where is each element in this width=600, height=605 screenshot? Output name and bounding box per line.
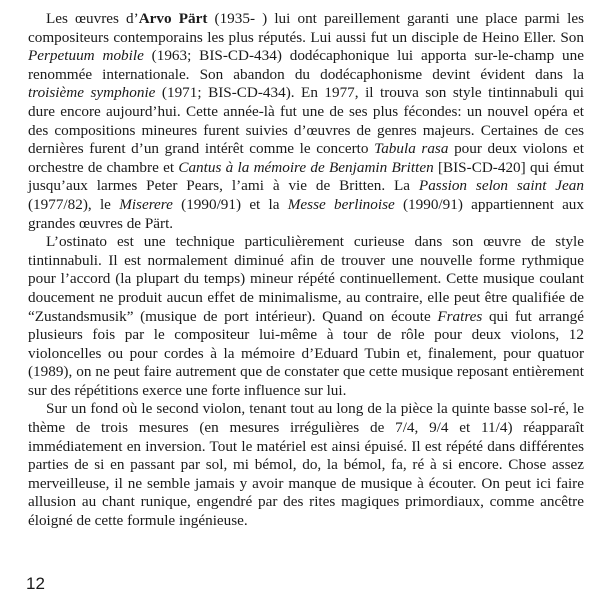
italic-title: Miserere: [119, 195, 173, 213]
italic-title: Tabula rasa: [374, 140, 449, 158]
text-run: (1977/82), le: [28, 195, 120, 213]
italic-title: Messe berlinoise: [287, 195, 395, 213]
text-run: (1990/91) et la: [172, 195, 288, 213]
text-run: Les œuvres d’: [46, 10, 139, 27]
italic-title: Fratres: [437, 307, 483, 325]
italic-title: troisième symphonie: [28, 84, 156, 102]
text-run: Sur un fond où le second violon, tenant tout au long de la pièce la quinte basse sol-ré, le thème de trois mesures (en mesures irrégulières de 7/4, 9/4 et 11/4) réapparaît immédiatement en inversion. Tout le matériel est ainsi épuisé. Il est répété dans différentes parties de si en passant par sol, mi bémol, do, la bémol, fa, ré à si encore. Chose assez merveilleuse, il ne semble jamais y avoir manque de musique à écouter. On peut ici faire allusion au chant runique, engendré par des rites magiques primordiaux, comme ancêtre éloigné de cette formule ingénieuse.: [28, 400, 584, 530]
bold-name: Arvo Pärt: [138, 10, 208, 27]
text-run: pour deux violons et orchestre de chambre et: [28, 140, 585, 176]
italic-title: Perpetuum mobile: [28, 47, 144, 65]
text-run: (1963; BIS-CD-434) dodécaphonique lui apporta sur-le-champ une renommée internationale. Son abandon du dodécaphonisme devint évident dans la: [28, 47, 584, 83]
paragraph: [28, 10, 584, 233]
text-run: qui fut arrangé plusieurs fois par le compositeur lui-même à tour de rôle pour deux violons, 12 violoncelles ou pour cordes à la mémoire d’Eduard Tubin et, finalement, pour quatuor (1989), on ne peut faire autrement que de constater que cette musique reposant entièrement sur des répétitions exerce une forte influence sur lui.: [28, 307, 584, 399]
text-run: (1990/91) appartiennent aux grandes œuvres de Pärt.: [28, 195, 584, 232]
paragraph: [28, 233, 584, 400]
page-number: 12: [26, 574, 45, 593]
text-run: (1971; BIS-CD-434). En 1977, il trouva son style tintinnabuli qui dure encore aujourd’hui. Cette année-là fut une de ses plus fécondes: un nouvel opéra et des compositions mineures furent suivies d’œuvres de genres majeurs. Certaines de ces dernières furent d’un grand intérêt comme le concerto: [28, 84, 584, 158]
italic-title: Cantus à la mémoire de Benjamin Britten: [178, 158, 434, 176]
paragraph: [28, 400, 584, 530]
text-run: (1935- ) lui ont pareillement garanti une place parmi les compositeurs contemporains les plus réputés. Lui aussi fut un disciple de Heino Eller. Son: [28, 10, 584, 46]
text-run: [BIS-CD-420] qui émut jusqu’aux larmes Peter Pears, l’ami à vie de Britten. La: [28, 158, 584, 195]
text-run: L’ostinato est une technique particulièrement curieuse dans son œuvre de style tintinnabuli. Il est normalement diminué afin de trouver une nouvelle forme rythmique pour l’accord (la plupart du temps) mineur répété continuellement. Cette musique coulant doucement ne produit aucun effet de minimalisme, au contraire, elle peut être qualifiée de “Zustandsmusik” (musique de port intérieur). Quand on écoute: [28, 233, 584, 325]
article-text: [28, 10, 584, 531]
italic-title: Passion selon saint Jean: [418, 177, 584, 195]
